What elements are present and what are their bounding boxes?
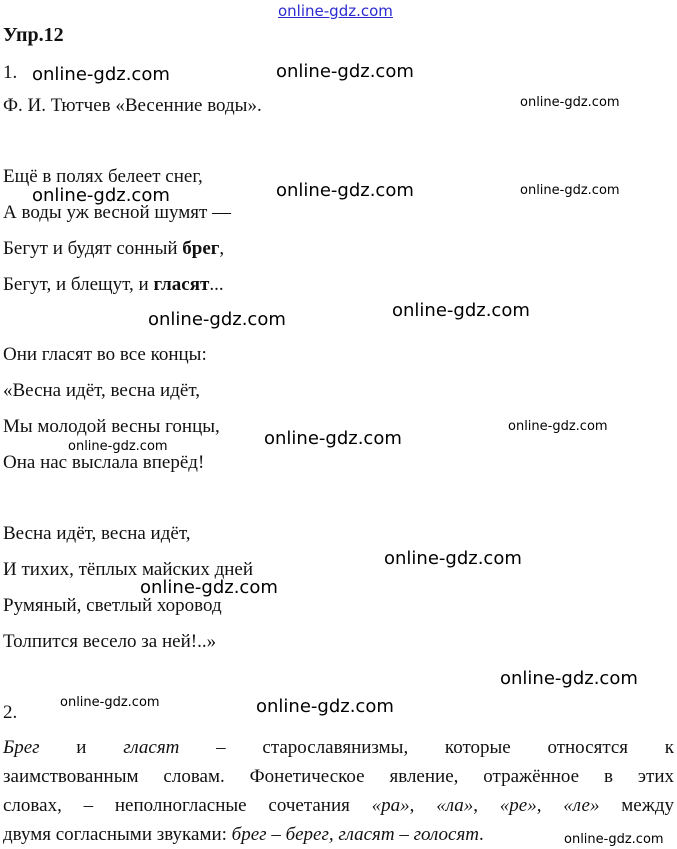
poem-line: Весна идёт, весна идёт,	[3, 523, 191, 544]
watermark: online-gdz.com	[148, 309, 286, 330]
poem-line: Бегут, и блещут, и гласят...	[3, 274, 224, 295]
section-number-2: 2.	[3, 702, 18, 723]
explanation-paragraph: Брег и гласят – старославянизмы, которые относятся к заимствованным словам. Фонетическое явление, отражённое в этих словах, – неполногласные сочетания «ра», «ла», «ре», «ле» между двумя согласными звуками: брег – берег, гласят – голосят.	[3, 737, 675, 845]
italic-word-breg: Брег	[3, 737, 40, 758]
watermark: online-gdz.com	[140, 577, 278, 598]
watermark: online-gdz.com	[276, 61, 414, 82]
watermark: online-gdz.com	[276, 180, 414, 201]
watermark: online-gdz.com	[32, 64, 170, 85]
watermark: online-gdz.com	[384, 548, 522, 569]
bold-word-breg: брег	[182, 238, 220, 259]
exercise-title: Упр.12	[3, 24, 64, 46]
poem-line: И тихих, тёплых майских дней	[3, 559, 254, 580]
poem-line: Мы молодой весны гонцы,	[3, 416, 220, 437]
watermark: online-gdz.com	[32, 185, 170, 206]
example-pairs: брег – берег, гласят – голосят	[231, 824, 480, 845]
author-title: Ф. И. Тютчев «Весенние воды».	[3, 95, 262, 116]
poem-line: Румяный, светлый хоровод	[3, 595, 222, 616]
section-number-1: 1.	[3, 62, 18, 83]
watermark: online-gdz.com	[500, 668, 638, 689]
poem-line: А воды уж весной шумят —	[3, 202, 232, 223]
watermark: online-gdz.com	[264, 428, 402, 449]
watermark-top: online-gdz.com	[278, 2, 393, 20]
watermark: online-gdz.com	[392, 300, 530, 321]
watermark: online-gdz.com	[520, 183, 620, 198]
watermark: online-gdz.com	[564, 832, 664, 847]
poem-line: Она нас выслала вперёд!	[3, 452, 205, 473]
watermark: online-gdz.com	[256, 696, 394, 717]
watermark: online-gdz.com	[68, 439, 168, 454]
italic-word-glasyat: гласят	[123, 737, 180, 758]
poem-line: Они гласят во все концы:	[3, 344, 207, 365]
bold-word-glasyat: гласят	[153, 274, 210, 295]
watermark: online-gdz.com	[520, 95, 620, 110]
watermark: online-gdz.com	[60, 695, 160, 710]
poem-line: «Весна идёт, весна идёт,	[3, 380, 200, 401]
poem-line: Толпится весело за ней!..»	[3, 631, 217, 652]
poem-line: Ещё в полях белеет снег,	[3, 166, 203, 187]
watermark: online-gdz.com	[508, 419, 608, 434]
poem-line: Бегут и будят сонный брег,	[3, 238, 225, 259]
